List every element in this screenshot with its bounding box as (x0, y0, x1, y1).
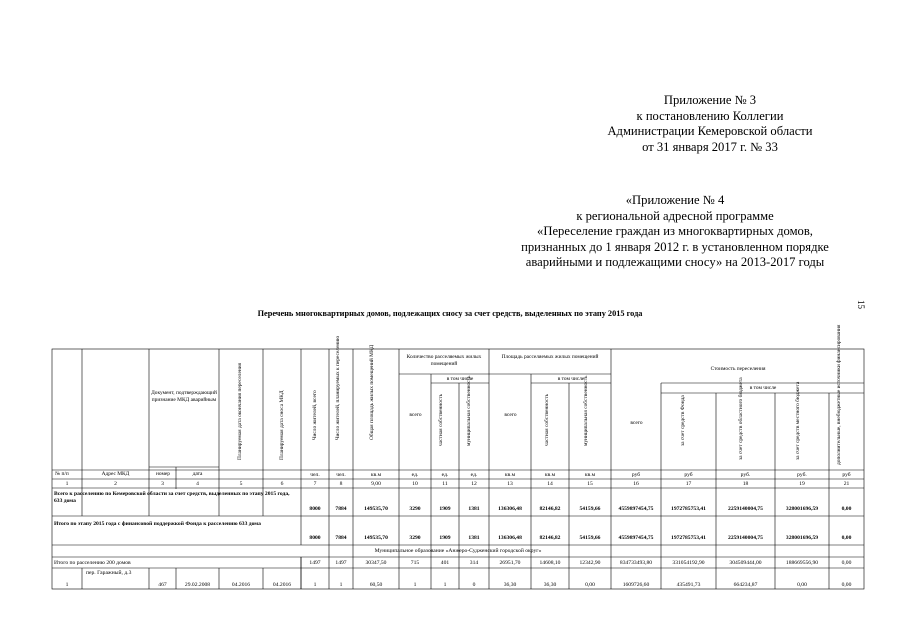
house-row-doc-number: 467 (158, 582, 167, 588)
total-fund-value: 82146,82 (539, 535, 561, 541)
house-row-value: 0,00 (797, 582, 807, 588)
header-cost-additional: дополнительные, внебюджетные источники финансирования (836, 324, 842, 465)
column-number: 3 (161, 481, 164, 487)
column-number: 6 (280, 481, 284, 487)
header-cost-fund: за счет средств Фонда (680, 395, 686, 446)
muni-total-value: 26951,70 (499, 560, 521, 566)
header-cost-total: всего (630, 420, 643, 426)
column-number: 13 (507, 481, 513, 487)
house-row-planned-date: 04.2016 (231, 582, 251, 588)
total-region-value: 7884 (335, 506, 347, 512)
row-muni-total-label: Итого по расселению 200 домов (54, 560, 131, 566)
house-row-value: 0 (472, 582, 476, 588)
house-row-value: 1 (413, 582, 417, 588)
total-region-value: 0,00 (841, 506, 852, 512)
unit-cell: ед. (441, 472, 449, 478)
house-row-value: 1609726,60 (622, 582, 650, 588)
header-planned-date: Планируемая дата окончания переселения (237, 362, 243, 460)
header-rooms-municipal: муниципальная собственность (466, 375, 472, 446)
column-number: 16 (633, 481, 639, 487)
appendix-4-line: к региональной адресной программе (576, 208, 774, 223)
muni-total-value: 331054192,90 (672, 560, 705, 566)
total-region-value: 136306,48 (498, 506, 522, 512)
unit-cell: кв.м (504, 472, 516, 478)
unit-cell: руб (684, 472, 693, 478)
unit-cell: руб. (797, 472, 807, 478)
total-fund-value: 136306,48 (498, 535, 522, 541)
unit-cell: кв.м (584, 472, 596, 478)
header-total-area: Общая площадь жилых помещений МКД (369, 344, 375, 440)
house-row-value: 0,00 (585, 582, 595, 588)
appendix-4-line: «Переселение граждан из многоквартирных домов, (537, 224, 813, 239)
muni-total-value: 14608,10 (539, 560, 561, 566)
column-number: 21 (843, 481, 850, 487)
header-rooms-total: всего (409, 412, 422, 418)
header-cost-regional: за счет средств областного бюджета (738, 377, 744, 460)
column-number: 9,00 (371, 481, 381, 487)
row-total-region-label: Всего к расселению по Кемеровской области за счет средств, выделенных по этапу 2015 года, 633 дома (54, 491, 290, 504)
header-doc-date: дата (192, 471, 203, 477)
house-row-value: 1 (443, 582, 447, 588)
muni-total-value: 834733493,80 (619, 560, 653, 566)
header-rooms-group: Количество расселяемых жилых помещений (406, 354, 482, 367)
column-number: 14 (547, 481, 553, 487)
total-region-value: 8000 (309, 506, 321, 512)
unit-cell: чел. (310, 472, 320, 478)
header-residents-planned: Число жителей, планируемых к переселению (335, 335, 341, 440)
unit-cell: ед. (470, 472, 478, 478)
header-area-including: в том числе (557, 376, 585, 382)
header-cost-group: Стоимость переселения (710, 366, 766, 372)
total-region-value: 328001696,59 (785, 506, 819, 512)
header-document: Документ, подтверждающий признание МКД аварийным (151, 390, 217, 403)
total-fund-value: 0,00 (841, 535, 852, 541)
header-doc-number: номер (156, 471, 170, 477)
unit-cell: чел. (336, 472, 346, 478)
total-fund-value: 328001696,59 (785, 535, 819, 541)
column-number: 11 (442, 481, 448, 487)
total-fund-value: 1909 (439, 535, 451, 541)
column-number: 2 (114, 481, 117, 487)
header-rooms-private: частная собственность (438, 393, 444, 446)
muni-total-value: 12342,90 (579, 560, 601, 566)
house-row-value: 60,50 (369, 582, 383, 588)
total-fund-value: 3290 (409, 535, 421, 541)
house-row-doc-date: 29.02.2008 (184, 582, 211, 588)
house-row-value: 1 (313, 582, 317, 588)
header-cost-including: в том числе (749, 385, 777, 391)
appendix-4-line: признанных до 1 января 2012 г. в установленном порядке (521, 239, 829, 254)
header-rooms-including: в том числе (446, 376, 474, 382)
appendix-4-line: аварийными и подлежащими сносу» на 2013-2017 годы (525, 255, 825, 270)
house-row-value: 36,30 (543, 582, 557, 588)
house-row-value: 36,30 (503, 582, 517, 588)
header-residents: Число жителей, всего (312, 390, 318, 440)
column-number: 4 (196, 481, 199, 487)
column-number: 8 (339, 481, 343, 487)
unit-cell: ед. (411, 472, 419, 478)
header-area-private: частная собственность (544, 393, 550, 446)
muni-total-value: 715 (410, 560, 420, 566)
total-region-value: 82146,82 (539, 506, 561, 512)
column-number: 5 (239, 481, 243, 487)
column-number: 18 (742, 481, 749, 487)
total-fund-value: 1381 (468, 535, 480, 541)
muni-total-value: 1497 (309, 560, 321, 566)
column-number: 15 (587, 481, 593, 487)
total-fund-value: 149535,70 (364, 535, 388, 541)
total-fund-value: 54159,66 (579, 535, 601, 541)
house-row-value: 1 (339, 582, 343, 588)
row-total-fund-label: Итого по этапу 2015 года с финансовой поддержкой Фонда к расселению 633 дома (54, 521, 261, 527)
header-area-group: Площадь расселяемых жилых помещений (501, 354, 599, 360)
header-area-municipal: муниципальная собственность (583, 375, 589, 446)
appendix-3-line: Приложение № 3 (663, 93, 757, 107)
header-area-total: всего (504, 412, 517, 418)
total-region-value: 2259140004,75 (728, 506, 763, 512)
unit-cell: руб. (740, 472, 751, 478)
appendix-3-line: от 31 января 2017 г. № 33 (642, 139, 778, 154)
page-number: 15 (856, 300, 866, 309)
total-region-value: 1909 (439, 506, 451, 512)
muni-total-value: 314 (469, 560, 479, 566)
unit-cell: руб (631, 472, 641, 478)
appendix-3-line: к постановлению Коллегии (636, 108, 784, 123)
house-row-demolition-date: 04.2016 (272, 582, 292, 588)
total-region-value: 149535,70 (364, 506, 388, 512)
unit-cell: кв.м (544, 472, 556, 478)
column-number: 12 (471, 481, 477, 487)
unit-cell: кв.м (370, 472, 382, 478)
house-row-number: 1 (65, 582, 69, 588)
header-demolition-date: Планируемая дата сноса МКД (279, 390, 285, 460)
column-number: 17 (685, 481, 692, 487)
total-region-value: 4559897454,75 (618, 506, 654, 512)
total-fund-value: 7884 (335, 535, 347, 541)
header-num: № п/п (55, 471, 69, 477)
muni-total-value: 304509444,00 (729, 560, 762, 566)
muni-total-value: 30347,50 (365, 560, 387, 566)
table-title: Перечень многоквартирных домов, подлежащих сносу за счет средств, выделенных по этапу 2015 года (257, 309, 643, 318)
appendix-3-line: Администрации Кемеровской области (607, 124, 813, 139)
municipality-name: Муниципальное образование «Анжеро-Судженский городской округ» (374, 548, 542, 554)
column-number: 1 (65, 481, 69, 487)
muni-total-value: 401 (440, 560, 450, 566)
muni-total-value: 0,00 (841, 560, 852, 566)
header-address: Адрес МКД (101, 471, 130, 477)
column-number: 10 (412, 481, 418, 487)
muni-total-value: 188669556,90 (785, 560, 819, 566)
total-region-value: 1381 (468, 506, 480, 512)
total-fund-value: 2259140004,75 (728, 535, 763, 541)
house-row-value: 0,00 (841, 582, 852, 588)
column-number: 19 (799, 481, 805, 487)
column-number: 7 (313, 481, 317, 487)
total-region-value: 54159,66 (579, 506, 601, 512)
muni-total-value: 1497 (335, 560, 347, 566)
total-fund-value: 8000 (309, 535, 321, 541)
total-region-value: 3290 (409, 506, 421, 512)
unit-cell: руб (842, 472, 851, 478)
header-cost-local: за счет средств местного бюджета (795, 381, 801, 460)
total-fund-value: 1972785753,41 (671, 535, 706, 541)
house-row-value: 664234,87 (733, 582, 758, 588)
house-row-address: пер. Гаражный, д.3 (86, 570, 132, 576)
total-region-value: 1972785753,41 (671, 506, 706, 512)
house-row-value: 435491,73 (676, 582, 701, 588)
total-fund-value: 4559897454,75 (618, 535, 654, 541)
appendix-4-line: «Приложение № 4 (625, 193, 725, 207)
